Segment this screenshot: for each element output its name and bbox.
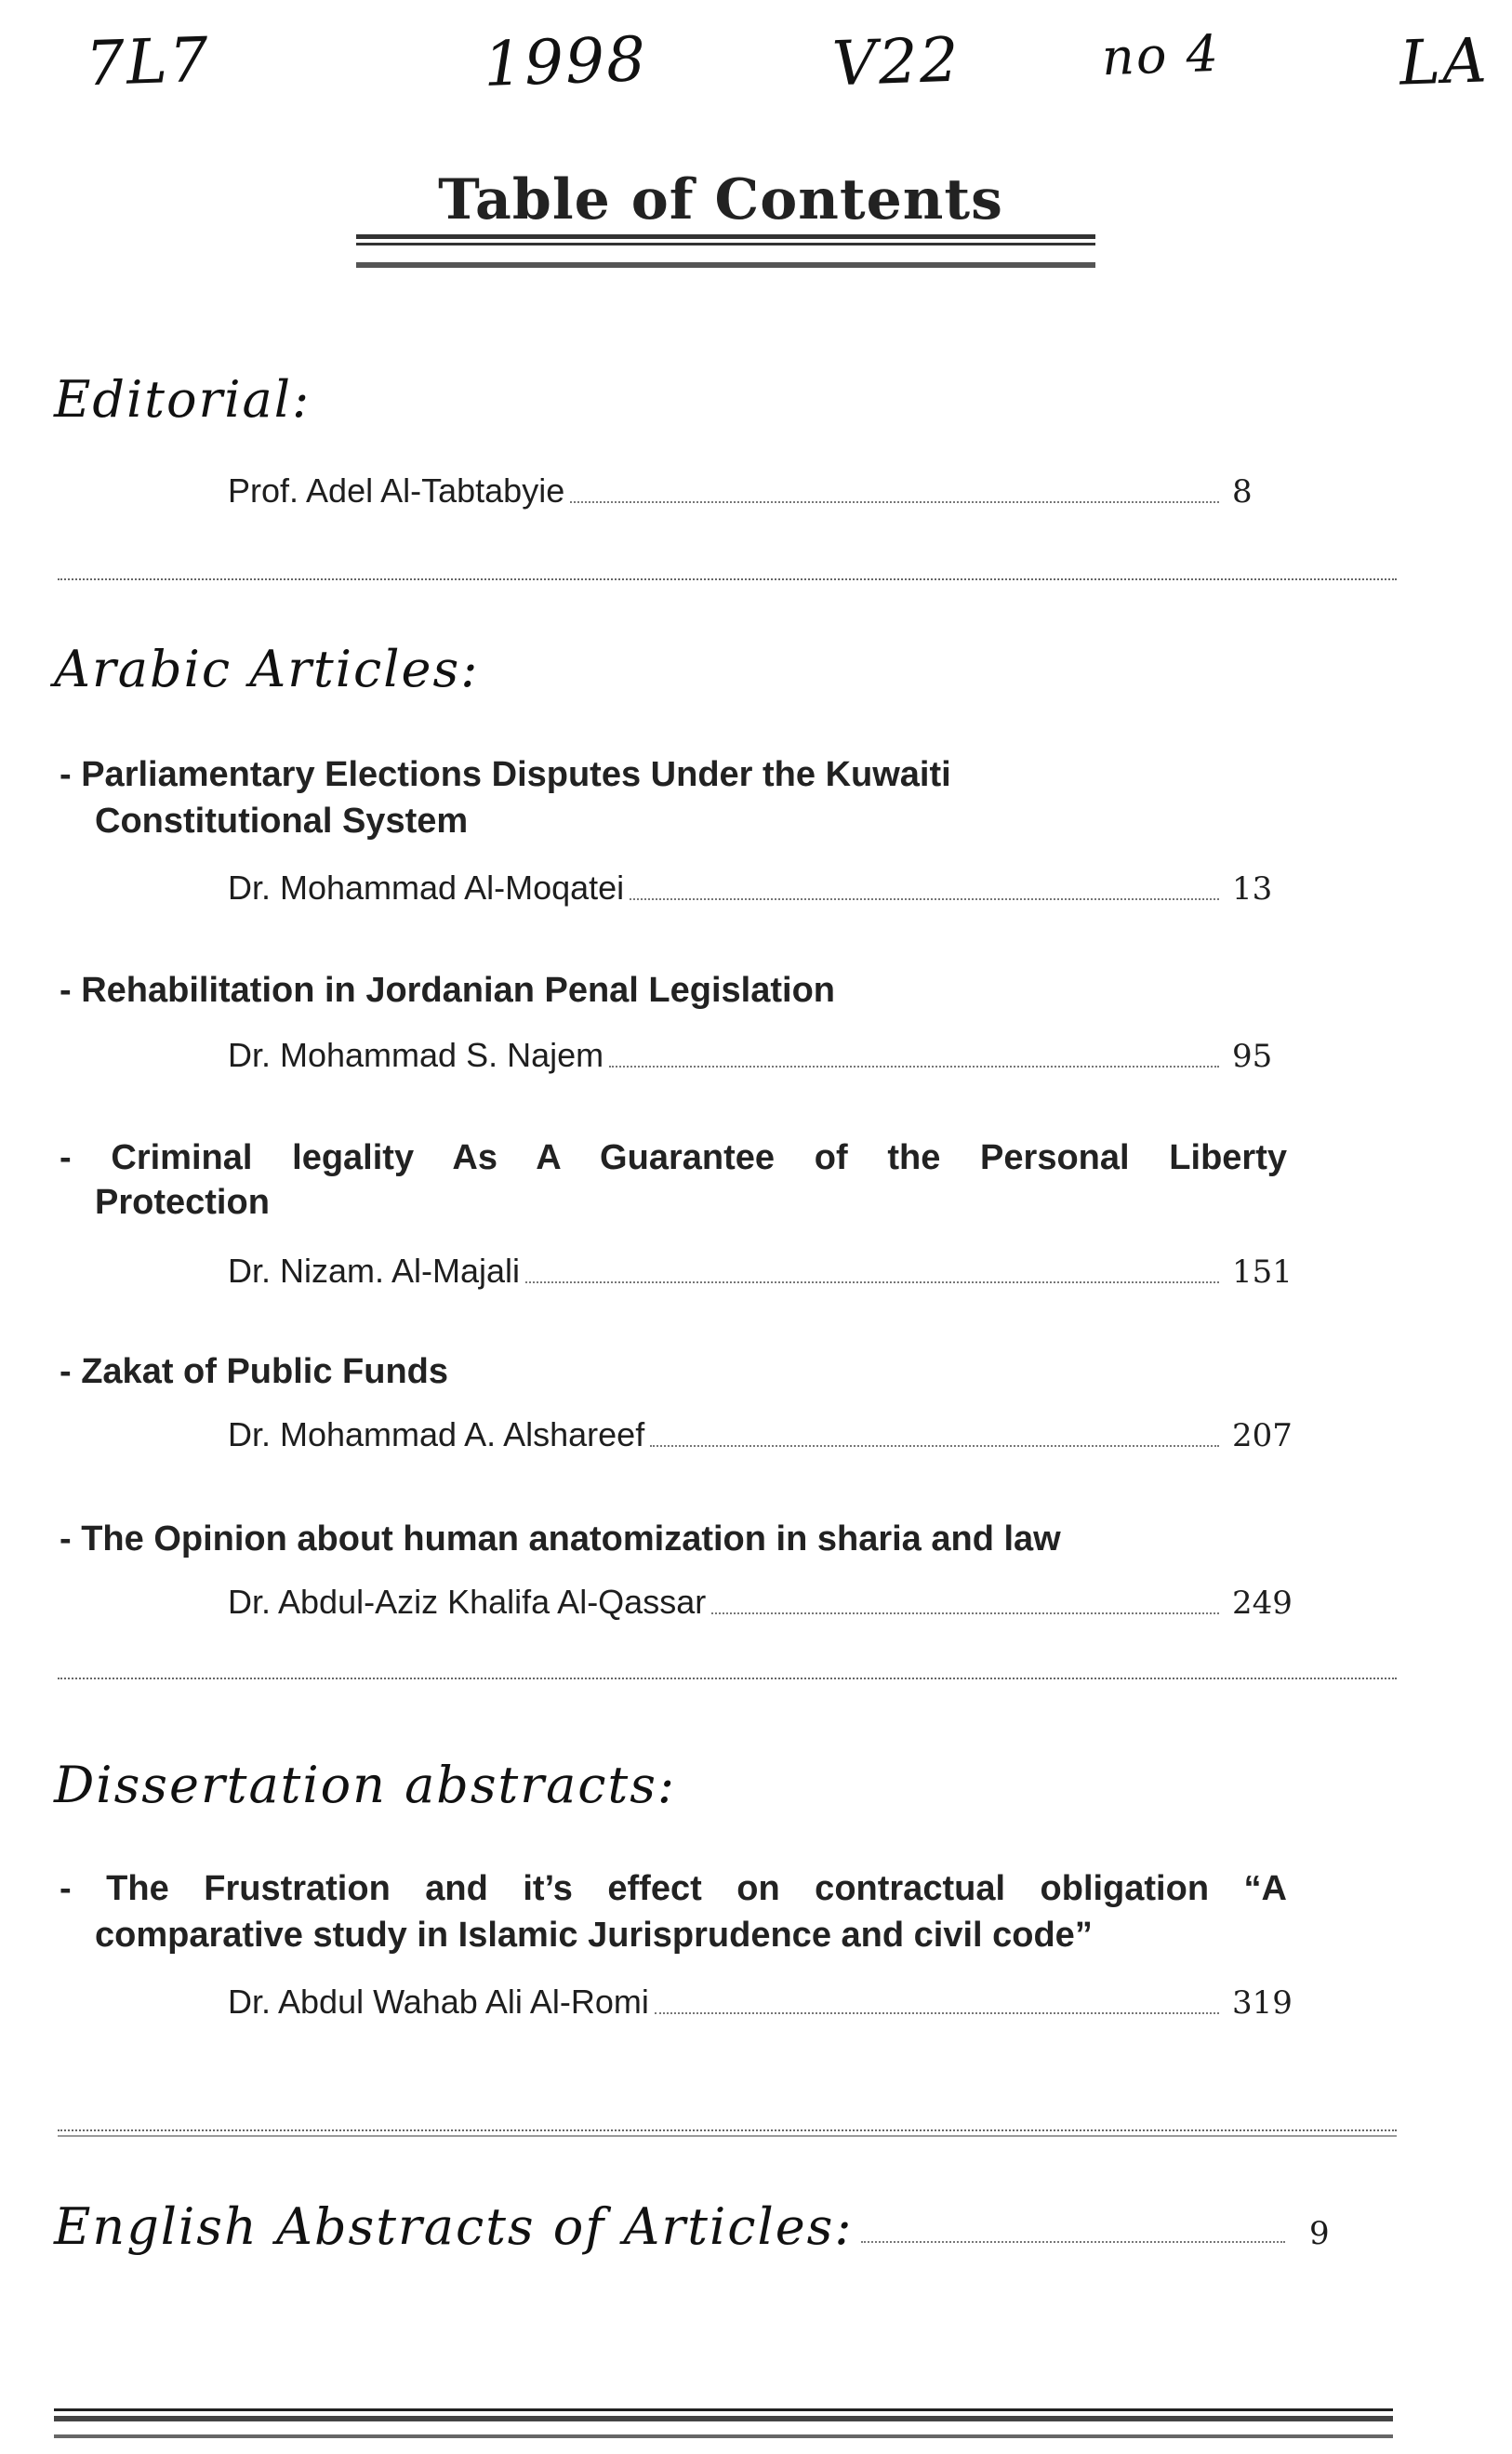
title-rule [356,234,1095,239]
dissertation-title: comparative study in Islamic Jurisprudence and civil code” [95,1916,1093,1955]
author-name: Dr. Abdul-Aziz Khalifa Al-Qassar [228,1583,707,1621]
dot-leader [861,2241,1285,2243]
section-heading-dissertation-abstracts: Dissertation abstracts: [54,1756,677,1814]
article-title: - Criminal legality As A Guarantee of the Personal Liberty [60,1138,1287,1177]
toc-entry[interactable] [228,1581,1297,1622]
page-number: 151 [1232,1254,1293,1291]
article-title: Protection [95,1183,270,1222]
section-heading-editorial: Editorial: [54,370,312,429]
handwritten-call-number: 7L7 [84,23,212,100]
section-divider [58,2129,1397,2137]
author-name: Dr. Abdul Wahab Ali Al-Romi [228,1983,649,2021]
toc-entry[interactable] [228,1034,1297,1075]
toc-entry[interactable] [228,1250,1297,1291]
toc-entry-english-abstracts[interactable] [54,2196,1346,2256]
dot-leader [711,1612,1219,1614]
page-title: Table of Contents [438,167,1003,232]
article-title: - The Opinion about human anatomization in sharia and law [60,1519,1061,1559]
page-number: 319 [1232,1984,1293,2022]
dot-leader [650,1445,1219,1447]
page-number: 249 [1232,1585,1293,1622]
title-rule-2 [356,243,1095,245]
section-divider [58,578,1397,584]
article-title: - Parliamentary Elections Disputes Under the Kuwaiti [60,755,951,794]
footer-rule [54,2408,1393,2411]
author-name: Dr. Mohammad A. Alshareef [228,1415,645,1453]
author-name: Dr. Mohammad S. Najem [228,1036,604,1074]
section-heading-arabic-articles: Arabic Articles: [54,640,480,698]
dot-leader [630,898,1219,900]
toc-entry[interactable] [228,1981,1297,2022]
toc-entry[interactable] [228,1413,1297,1454]
dot-leader [609,1066,1219,1068]
article-title: Constitutional System [95,802,469,841]
footer-rule-2 [54,2416,1393,2421]
page-number: 207 [1232,1417,1293,1454]
author-name: Dr. Mohammad Al-Moqatei [228,869,625,907]
toc-entry-editorial[interactable] [228,470,1297,511]
handwritten-volume: V22 [830,23,962,100]
section-divider [58,1678,1397,1683]
handwritten-year: 1998 [482,22,649,101]
section-heading-english-abstracts: English Abstracts of Articles: [54,2197,854,2256]
dot-leader [525,1281,1219,1283]
page-number: 95 [1232,1038,1273,1075]
article-title: - Zakat of Public Funds [60,1352,449,1391]
page-number: 13 [1232,870,1273,908]
handwritten-number: no 4 [1100,23,1221,87]
toc-entry[interactable] [228,867,1297,908]
author-name: Prof. Adel Al-Tabtabyie [228,471,565,510]
handwritten-initials: LA [1398,24,1490,99]
page-number: 9 [1309,2215,1330,2252]
title-rule-3 [356,262,1095,268]
dissertation-title: - The Frustration and it’s effect on contractual obligation “A [60,1869,1287,1908]
dot-leader [570,501,1219,503]
footer-rule-3 [54,2434,1393,2438]
article-title: - Rehabilitation in Jordanian Penal Legislation [60,971,835,1010]
dot-leader [655,2012,1219,2014]
author-name: Dr. Nizam. Al-Majali [228,1252,521,1290]
page-number: 8 [1232,473,1253,511]
